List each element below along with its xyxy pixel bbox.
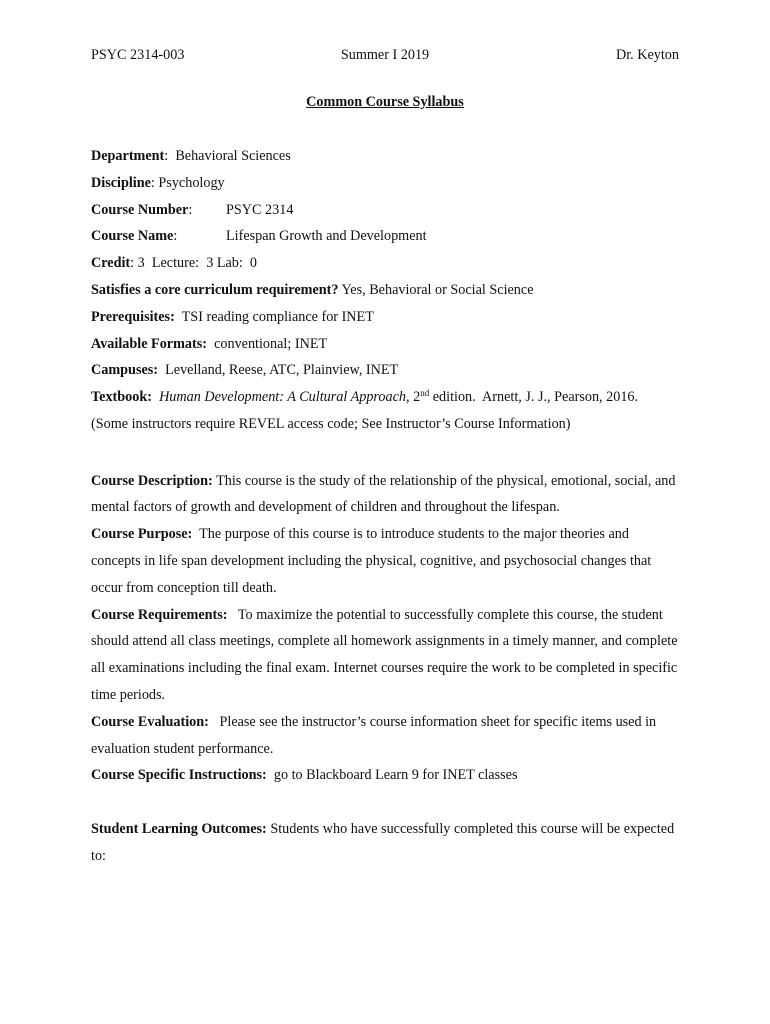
course-number-value: PSYC 2314 [226, 201, 294, 218]
core-requirement-value: Yes, Behavioral or Social Science [341, 281, 534, 298]
student-learning-outcomes [91, 816, 681, 870]
lab-value: 0 [249, 255, 258, 272]
course-purpose-label: Course Purpose: [91, 526, 193, 543]
header-instructor: Dr. Keyton [615, 47, 679, 63]
course-description-label: Course Description: [91, 472, 213, 489]
campuses-label: Campuses: [91, 362, 159, 379]
page-title: Common Course Syllabus [306, 94, 464, 110]
course-description [91, 468, 681, 522]
discipline-label: Discipline [91, 174, 151, 191]
credit-value: 3 [137, 255, 145, 272]
course-evaluation-label: Course Evaluation: [91, 713, 209, 730]
lab-label: Lab: [216, 255, 243, 272]
course-evaluation-text: Please see the instructor’s course information sheet for specific items used in evaluation student performance. [91, 713, 657, 757]
campuses-value: Levelland, Reese, ATC, Plainview, INET [165, 362, 399, 379]
discipline-value: Psychology [158, 174, 225, 191]
course-requirements [91, 602, 681, 709]
course-number-line: Course Number: PSYC 2314 [91, 201, 294, 218]
course-specific-instructions-label: Course Specific Instructions: [91, 767, 267, 784]
syllabus-body [91, 146, 681, 870]
course-purpose-text: The purpose of this course is to introduce students to the major theories and concepts in life span development including the physical, cognitive, and psychosocial changes that occur from conception till death. [91, 526, 652, 596]
textbook-title: Human Development: A Cultural Approach, [159, 389, 410, 406]
course-specific-instructions [91, 762, 681, 789]
prerequisites-label: Prerequisites: [91, 308, 175, 325]
lecture-value: 3 [206, 255, 214, 272]
course-description-text: This course is the study of the relationship of the physical, emotional, social, and mental factors of growth and development of children and throughout the lifespan. [91, 472, 676, 516]
formats-value: conventional; INET [214, 335, 328, 352]
department-line: Department: Behavioral Sciences [91, 148, 291, 164]
course-name-line: Course Name: Lifespan Growth and Development [91, 228, 427, 245]
campuses-line [91, 360, 681, 387]
course-number-label: Course Number [91, 201, 189, 218]
course-purpose [91, 521, 681, 601]
student-learning-outcomes-label: Student Learning Outcomes: [91, 820, 267, 837]
spacer [91, 441, 681, 468]
course-name-value: Lifespan Growth and Development [226, 228, 427, 245]
prerequisites-value: TSI reading compliance for INET [181, 308, 374, 325]
credit-line: Credit: 3 Lecture: 3 Lab: 0 [91, 255, 258, 272]
spacer [91, 789, 681, 816]
textbook-line [91, 387, 681, 414]
textbook-details: edition. Arnett, J. J., Pearson, 2016. [432, 389, 639, 406]
textbook-note: (Some instructors require REVEL access code; See Instructor’s Course Information) [91, 415, 571, 432]
course-requirements-label: Course Requirements: [91, 606, 228, 623]
formats-line [91, 334, 681, 361]
formats-label: Available Formats: [91, 335, 207, 352]
course-specific-instructions-text: go to Blackboard Learn 9 for INET classes [273, 767, 518, 784]
prerequisites-line [91, 307, 681, 334]
department-label: Department [91, 148, 165, 164]
textbook-label: Textbook: [91, 389, 152, 406]
textbook-edition-suffix: nd [420, 388, 430, 399]
header-term: Summer I 2019 [340, 47, 430, 63]
discipline-line: Discipline: Psychology [91, 174, 225, 191]
header-course-section: PSYC 2314-003 [91, 47, 185, 63]
course-name-label: Course Name [91, 228, 174, 245]
lecture-label: Lecture: [151, 255, 200, 272]
core-requirement-line [91, 280, 681, 307]
department-value: Behavioral Sciences [175, 148, 291, 164]
course-requirements-text: To maximize the potential to successfully complete this course, the student should attend all class meetings, complete all homework assignments in a timely manner, and complete all examinations including the final exam. Internet courses require the work to be completed in specific time periods. [91, 606, 678, 703]
credit-label: Credit [91, 255, 131, 272]
core-requirement-label: Satisfies a core curriculum requirement? [91, 281, 339, 298]
course-evaluation [91, 709, 681, 763]
student-learning-outcomes-text: Students who have successfully completed this course will be expected to: [91, 820, 675, 864]
textbook-edition-number: 2 [413, 389, 421, 406]
page-header [91, 47, 679, 67]
